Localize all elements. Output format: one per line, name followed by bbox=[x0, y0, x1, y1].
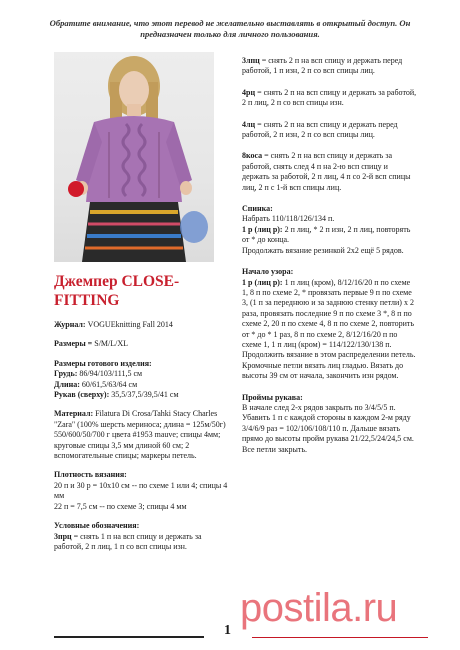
finished-item-value: 60/61,5/63/64 см bbox=[79, 379, 138, 389]
abbr-label: 4лц bbox=[242, 119, 256, 129]
journal-value: VOGUEknitting Fall 2014 bbox=[85, 320, 173, 329]
left-column bbox=[54, 272, 229, 561]
abbr-item bbox=[242, 151, 417, 193]
legend-heading: Условные обозначения: bbox=[54, 521, 140, 531]
legend-item-text: = снять 1 п на всп спицу и держать за работой, 2 п лиц, 1 п со всп спицы изн. bbox=[54, 531, 202, 551]
abbr-label: 4рц bbox=[242, 87, 256, 97]
pattern-section bbox=[242, 267, 417, 381]
journal-label: Журнал: bbox=[54, 320, 86, 329]
right-column bbox=[242, 56, 417, 466]
back-line: Набрать 110/118/126/134 п. bbox=[242, 214, 335, 224]
row-label: 1 р (лиц р): bbox=[242, 224, 283, 234]
gauge-line: 22 п = 7,5 см -- по схеме 3; спицы 4 мм bbox=[54, 501, 187, 511]
model-photo bbox=[54, 52, 214, 262]
finished-heading: Размеры готового изделия: bbox=[54, 358, 152, 368]
armhole-text: В начале след 2-х рядов закрыть по 3/4/5/5 п. Убавить 1 п с каждой стороны в каждом 2-м ряду 3/4/6/9 раз = 102/106/108/110 п. Дальше вязать прямо до высоты пройм рукава 21/22,5/24/24,5 см. Все петли закрыть. bbox=[242, 402, 414, 454]
finished-item bbox=[54, 369, 229, 379]
page-title: Джемпер CLOSE-FITTING bbox=[54, 273, 180, 309]
sizes-label: Размеры = bbox=[54, 339, 93, 349]
finished-item bbox=[54, 380, 229, 390]
abbr-text: = снять 2 п на всп спицу и держать перед работой, 2 п изн, 2 п со всп спицы лиц. bbox=[242, 119, 398, 140]
sizes-value: S/M/L/XL bbox=[92, 339, 129, 349]
abbr-text: = снять 2 п на всп спицу и держать за работой, 2 п лиц, 2 п со всп спицы изн. bbox=[242, 87, 417, 108]
abbr-item bbox=[242, 120, 417, 141]
material-label: Материал: bbox=[54, 409, 94, 419]
gauge-line: 20 п и 30 р = 10х10 см -- по схеме 1 или 4; спицы 4 мм bbox=[54, 480, 228, 501]
row-text: 2 п лиц, * 2 п изн, 2 п лиц, повторять от * до конца. bbox=[242, 224, 411, 245]
armhole-section bbox=[242, 393, 417, 455]
finished-item-value: 35,5/37,5/39,5/41 см bbox=[109, 390, 179, 400]
legend-item bbox=[54, 532, 229, 553]
back-heading: Спинка: bbox=[242, 204, 273, 214]
gauge-section bbox=[54, 470, 229, 512]
row-label: 1 р (лиц р): bbox=[242, 277, 283, 287]
finished-item-label: Грудь: bbox=[54, 369, 78, 379]
pattern-continue: Продолжить вязание в этом распределении петель. Кромочные петли вязать лиц гладью. Вязать до высоты 39 см от начала, закончить изн рядом. bbox=[242, 350, 416, 381]
finished-item-value: 86/94/103/111,5 см bbox=[77, 369, 143, 379]
pattern-row bbox=[242, 278, 417, 351]
finished-item-label: Рукав (сверху): bbox=[54, 390, 110, 400]
back-section bbox=[242, 204, 417, 256]
material-value: Filatura Di Crosa/Tahki Stacy Charles "Zara" (100% шерсть мериноса; длина = 125м/50г) 550/600/50/700 г цвета #1953 mauve; спицы 4мм; круговые спицы 3,5 мм длиной 60 см; 2 вспомогательные спицы; маркеры петель. bbox=[54, 409, 226, 461]
finished-sizes bbox=[54, 359, 229, 401]
back-row bbox=[242, 225, 417, 246]
material-row bbox=[54, 409, 229, 461]
abbr-text: = снять 2 п на всп спицу и держать перед работой, 1 п изн, 2 п со всп спицы лиц. bbox=[242, 56, 403, 76]
abbr-item bbox=[242, 56, 417, 77]
finished-item-label: Длина: bbox=[54, 379, 80, 389]
pattern-heading: Начало узора: bbox=[242, 267, 294, 277]
page-number: 1 bbox=[224, 623, 231, 638]
legend-item-label: 3прц bbox=[54, 531, 72, 541]
abbr-label: 8коса bbox=[242, 151, 263, 161]
abbr-item bbox=[242, 88, 417, 109]
abbr-text: = снять 2 п на всп спицу и держать за работой, снять след 4 п на 2-ю всп спицу и держать за работой, 2 п лиц, 4 п со 2-й всп спицы лиц, 2 п с 1-й всп спицы лиц. bbox=[242, 151, 411, 192]
row-text: 1 п лиц (кром), 8/12/16/20 п по схеме 1, 8 п по схеме 2, * провязать первые 9 п по схеме 3, (1 п за переднюю и за заднюю стенку петли) х 2 раза, провязать последние 9 п по схеме 3 *, 8 п по схеме 2, 20 п по схеме 4, 8 п по схеме 2, повторить от * до * 1 раз, 8 п по схеме 2, 8/12/16/20 п по схеме 1, 1 п лиц (кром) = 114/122/130/138 п. bbox=[242, 277, 415, 349]
sizes-row bbox=[54, 339, 229, 349]
journal-row bbox=[54, 320, 229, 330]
legend-section bbox=[54, 521, 229, 552]
finished-item bbox=[54, 390, 229, 400]
photo-icon bbox=[54, 52, 214, 262]
abbr-label: 3лпц bbox=[242, 56, 260, 65]
gauge-heading: Плотность вязания: bbox=[54, 470, 127, 480]
notice-text: Обратите внимание, что этот перевод не желательно выставлять в открытый доступ. Он предназначен только для личного пользования. bbox=[49, 18, 411, 39]
watermark-underline bbox=[252, 637, 428, 638]
footer-divider bbox=[54, 636, 204, 638]
watermark-logo: postila.ru bbox=[240, 586, 398, 630]
nav-arrow-icon[interactable] bbox=[68, 181, 84, 197]
armhole-heading: Проймы рукава: bbox=[242, 392, 303, 402]
back-line: Продолжать вязание резинкой 2х2 ещё 5 рядов. bbox=[242, 245, 404, 255]
